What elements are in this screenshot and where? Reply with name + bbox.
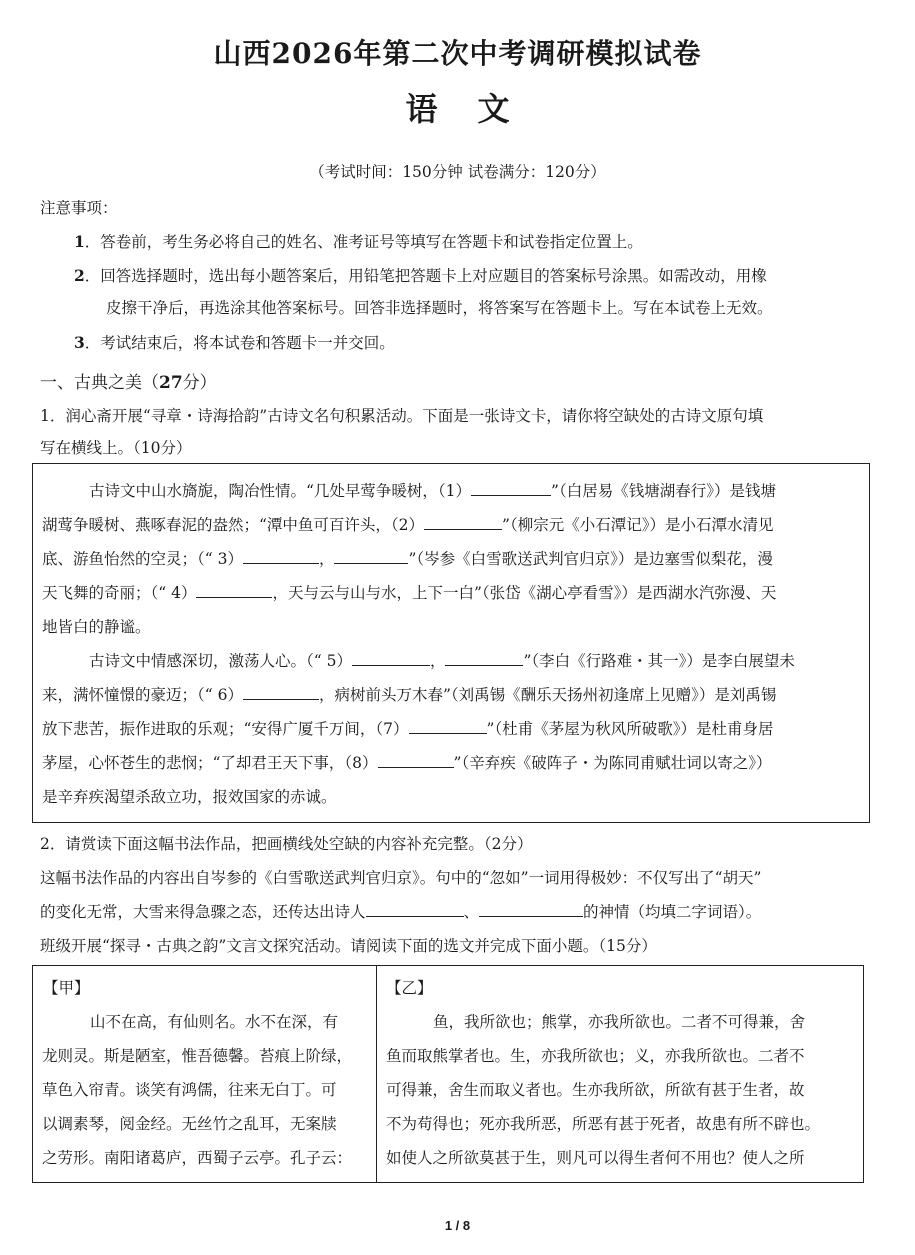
question-3-prompt: 班级开展“探寻・古典之韵”文言文探究活动。请阅读下面的选文并完成下面小题。（15分） [40, 937, 657, 955]
passage-line: 鱼而取熊掌者也。生，亦我所欲也；义，亦我所欲也。二者不 [386, 1047, 805, 1065]
subject-title: 语文 [405, 90, 550, 128]
answer-blank-3a[interactable] [243, 547, 319, 564]
answer-blank-6[interactable] [243, 683, 319, 700]
question-1-prompt: 1．润心斋开展“寻章・诗海拾韵”古诗文名句积累活动。下面是一张诗文卡，请你将空缺处的古诗文原句填 [40, 407, 764, 425]
answer-blank-q2a[interactable] [366, 900, 464, 917]
passage-line: 可得兼，舍生而取义者也。生亦我所欲，所欲有甚于生者，故 [386, 1081, 805, 1099]
answer-blank-1[interactable] [471, 479, 551, 496]
exam-meta: （考试时间：150分钟 试卷满分：120分） [309, 163, 606, 181]
passage-line: 鱼，我所欲也；熊掌，亦我所欲也。二者不可得兼，舍 [433, 1013, 806, 1031]
notice-item-1: 1．答卷前，考生务必将自己的姓名、准考证号等填写在答题卡和试卷指定位置上。 [74, 232, 643, 251]
card-line: 地皆白的静谧。 [42, 618, 151, 636]
card-line: 天飞舞的奇丽；（“ 4） ，天与云与山与水，上下一白”（张岱《湖心亭看雪》）是西湖水汽弥漫、天 [42, 581, 776, 603]
question-2-prompt: 2．请赏读下面这幅书法作品，把画横线处空缺的内容补充完整。（2分） [40, 835, 533, 853]
card-line: 是辛弃疾渴望杀敌立功，报效国家的赤诚。 [42, 788, 337, 806]
passage-line: 之劳形。南阳诸葛庐，西蜀子云亭。孔子云： [42, 1149, 353, 1167]
notice-item-3: 3．考试结束后，将本试卷和答题卡一并交回。 [74, 333, 395, 352]
answer-blank-3b[interactable] [334, 547, 408, 564]
answer-blank-8[interactable] [378, 751, 454, 768]
column-divider [376, 966, 377, 1182]
answer-blank-2[interactable] [424, 513, 502, 530]
notice-title: 注意事项： [40, 199, 118, 217]
question-1-prompt-cont: 写在横线上。（10分） [40, 439, 192, 457]
passage-line: 以调素琴，阅金经。无丝竹之乱耳，无案牍 [42, 1115, 337, 1133]
card-line: 放下悲苦，振作进取的乐观；“安得广厦千万间，（7） ”（杜甫《茅屋为秋风所破歌》）是杜甫身居 [42, 717, 773, 739]
card-line: 茅屋，心怀苍生的悲悯；“了却君王天下事，（8） ”（辛弃疾《破阵子・为陈同甫赋壮词以寄之》） [42, 751, 771, 773]
question-2-text: 这幅书法作品的内容出自岑参的《白雪歌送武判官归京》。句中的“忽如”一词用得极妙：不仅写出了“胡天” [40, 869, 762, 887]
page-number: 1 / 8 [444, 1218, 471, 1233]
question-2-text-cont: 的变化无常，大雪来得急骤之态，还传达出诗人 、 的神情（均填二字词语）。 [40, 900, 761, 922]
poetry-card [32, 463, 870, 823]
passage-line: 山不在高，有仙则名。水不在深，有 [90, 1013, 339, 1031]
passage-table [32, 965, 864, 1183]
card-line: 古诗文中情感深切，激荡人心。（“ 5） ， ”（李白《行路难・其一》）是李白展望未 [89, 649, 795, 671]
answer-blank-7[interactable] [409, 717, 487, 734]
answer-blank-5b[interactable] [445, 649, 523, 666]
exam-title: 山西2026年第二次中考调研模拟试卷 [213, 37, 702, 70]
answer-blank-q2b[interactable] [479, 900, 583, 917]
passage-label: 【乙】 [386, 979, 433, 997]
passage-line: 龙则灵。斯是陋室，惟吾德馨。苔痕上阶绿， [42, 1047, 353, 1065]
answer-blank-5a[interactable] [352, 649, 430, 666]
card-line: 来，满怀憧憬的豪迈；（“ 6） ，病树前头万木春”（刘禹锡《酬乐天扬州初逢席上见赠》）是刘禹锡 [42, 683, 776, 705]
card-line: 湖莺争暖树、燕啄春泥的盎然；“潭中鱼可百许头，（2） ”（柳宗元《小石潭记》）是小石潭水清见 [42, 513, 773, 535]
notice-item-2-cont: 皮擦干净后，再选涂其他答案标号。回答非选择题时，将答案写在答题卡上。写在本试卷上无效。 [106, 299, 773, 317]
card-line: 底、游鱼怡然的空灵；（“ 3） ， ”（岑参《白雪歌送武判官归京》）是边塞雪似梨花，漫 [42, 547, 773, 569]
notice-item-2: 2．回答选择题时，选出每小题答案后，用铅笔把答题卡上对应题目的答案标号涂黑。如需改动，用橡 [74, 266, 767, 285]
passage-line: 不为苟得也；死亦我所恶，所恶有甚于死者，故患有所不辟也。 [386, 1115, 821, 1133]
passage-label: 【甲】 [43, 979, 90, 997]
card-line: 古诗文中山水旖旎，陶冶性情。“几处早莺争暖树，（1） ”（白居易《钱塘湖春行》）是钱塘 [89, 479, 776, 501]
section-heading: 一、古典之美（27分） [40, 373, 217, 393]
passage-line: 草色入帘青。谈笑有鸿儒，往来无白丁。可 [42, 1081, 337, 1099]
passage-line: 如使人之所欲莫甚于生，则凡可以得生者何不用也？使人之所 [386, 1149, 805, 1167]
answer-blank-4[interactable] [196, 581, 272, 598]
